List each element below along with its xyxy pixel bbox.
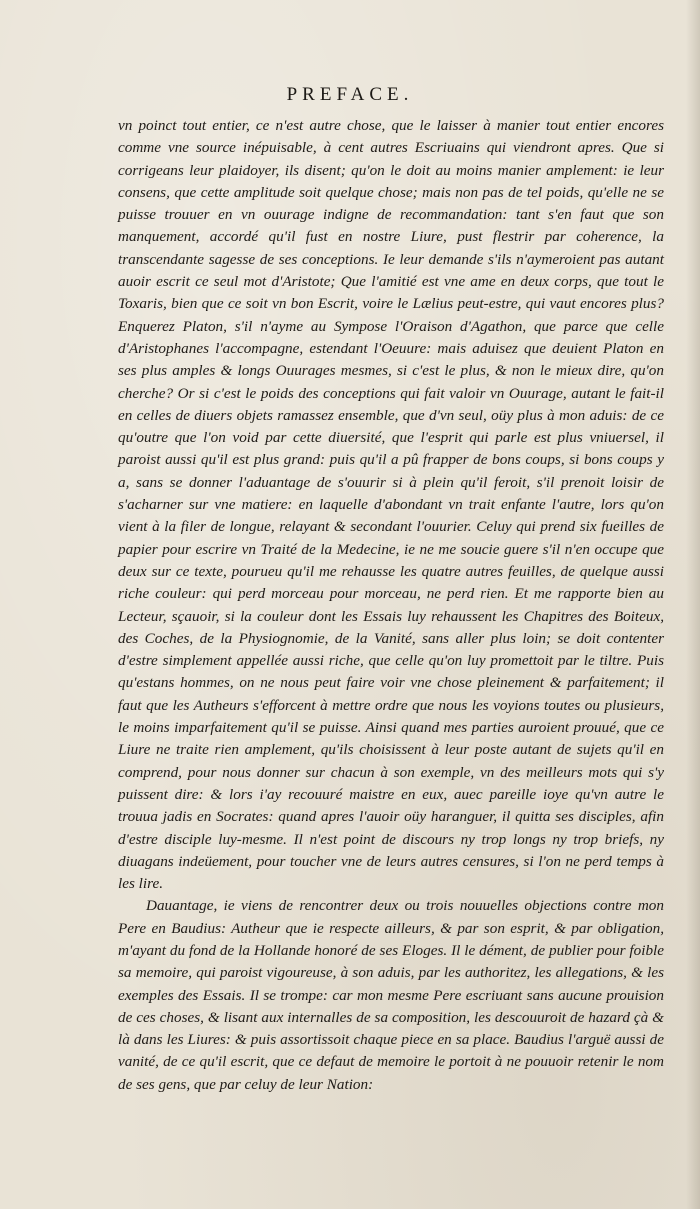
paragraph-1: vn poinct tout entier, ce n'est autre chose, que le laisser à manier tout entier encores comme vne source inépuisable, à cent autres Escriuains qui viendront apres. Que si corrigeans leur plaidoyer, ils disent; qu'on le doit au moins manier amplement: ie leur consens, que cette amplitude soit quelque chose; mais non pas de tel poids, qu'elle ne se puisse trouuer en vn ouurage indigne de recommandation: tant s'en faut que son manquement, accordé qu'il fust en nostre Liure, pust flestrir par coherence, la transcendante sagesse de ses conceptions. Ie leur demande s'ils n'aymeroient pas autant auoir escrit ce seul mot d'Aristote; Que l'amitié est vne ame en deux corps, que tout le Toxaris, bien que ce soit vn bon Escrit, voire le Lælius peut-estre, qui vaut encores plus? Enquerez Platon, s'il n'ayme au Sympose l'Oraison d'Agathon, que parce que celle d'Aristophanes l'accompagne, estendant l'Oeuure: mais aduisez que deuient Platon en ses plus amples & longs Ouurages mesmes, si c'est le plus, & non le mieux dire, qu'on cherche? Or si c'est le poids des conceptions qui fait valoir vn Ouurage, autant le fait-il en celles de diuers objets ramassez ensemble, que d'vn seul, oüy plus à mon aduis: de ce qu'outre que l'on void par cette diuersité, que l'esprit qui parle est plus vniuersel, il paroist aussi qu'il est plus grand: puis qu'il a pû frapper de bons coups, si bons coups y a, sans se donner l'aduantage de s'ouurir si à plein qu'il feroit, s'il prenoit loisir de s'acharner sur vne matiere: en laquelle d'abondant vn trait enfante l'autre, lors qu'on vient à la filer de longue, relayant & secondant l'ouurier. Celuy qui prend six fueilles de papier pour escrire vn Traité de la Medecine, ie ne me soucie guere s'il n'en occupe que deux sur ce texte, pourueu qu'il me rehausse les quatre autres feuilles, de quelque aussi riche couleur: qui perd morceau pour morceau, ne perd rien. Et me rapporte bien au Lecteur, sçauoir, si la couleur dont les Essais luy rehaussent les Chapitres des Boiteux, des Coches, de la Physiognomie, de la Vanité, sans aller plus loin; se doit contenter d'estre simplement appellée aussi riche, que celle qu'on luy promettoit par le tiltre. Puis qu'estans hommes, on ne nous peut faire voir vne chose pleinement & parfaitement; il faut que les Autheurs s'efforcent à mettre ordre que nous les voyions toutes ou plusieurs, le moins imparfaitement qu'il se puisse. Ainsi quand mes parties auroient prouué, que ce Liure ne traite rien amplement, qu'ils choisissent à leur poste autant de sujets qu'il en comprend, pour nous donner sur chacun à son exemple, vn des meilleurs mots qui s'y puissent dire: & lors i'ay recouuré maistre en eux, auec pareille ioye qu'vn autre le trouua jadis en Socrates: quand apres l'auoir oüy haranguer, il quitta ses disciples, afin d'estre disciple luy-mesme. Il n'est point de discours ny trop longs ny trop briefs, ny diuagans indeüement, pour toucher vne de leurs autres censures, si l'on ne perd temps à les lire. [118,117,664,893]
page-title: PREFACE. [286,84,414,105]
paragraph-2: Dauantage, ie viens de rencontrer deux ou trois nouuelles objections contre mon Pere en Baudius: Autheur que ie respecte ailleurs, & par son esprit, & par obligation, m'ayant du fond de la Hollande honoré de ses Eloges. Il le dément, de publier pour foible sa memoire, qui paroist vigoureuse, à son aduis, par les authoritez, les allegations, & les exemples des Essais. Il se trompe: car mon mesme Pere escriuant sans aucune prouision de ces choses, & lisant aux internalles de sa composition, les descouuroit de hazard çà & là dans les Liures: & puis assortissoit chaque piece en sa place. Baudius l'arguë aussi de vanité, de ce qu'il escrit, que ce defaut de memoire le portoit à ne pouuoir retenir le nom de ses gens, que par celuy de leur Nation: [118,897,664,1093]
body-text [118,115,664,1096]
page-gutter-shadow [686,0,700,1209]
